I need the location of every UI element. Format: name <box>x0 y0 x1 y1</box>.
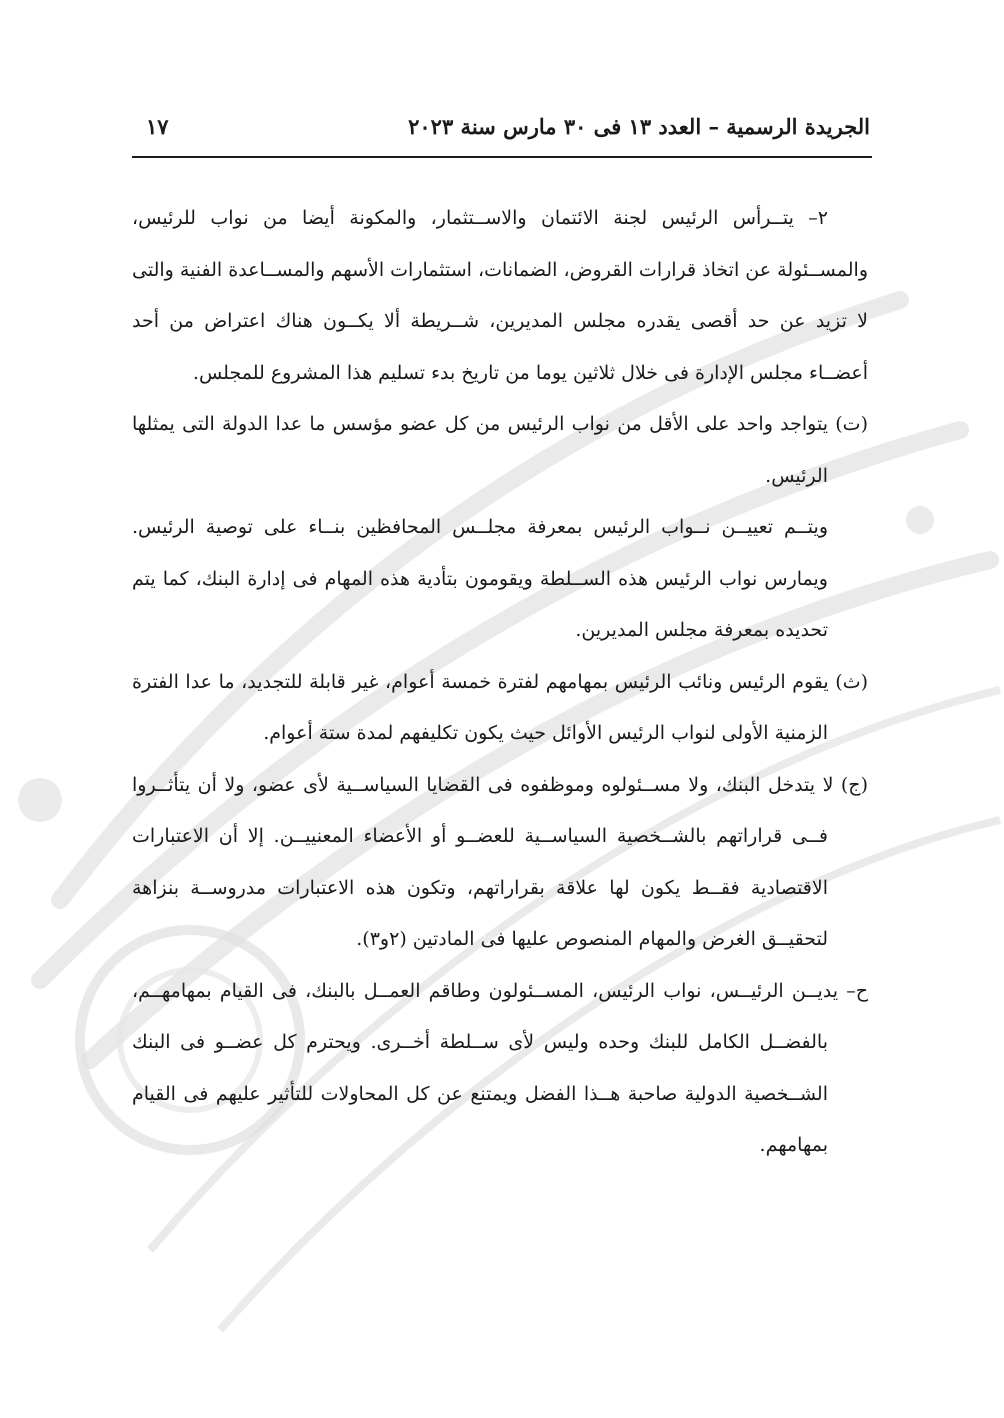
item-h: ح– يديــن الرئيــس، نواب الرئيس، المســئولون وطاقم العمــل بالبنك، فى القيام بمهامهــم، بالفضــل الكامل للبنك وحده وليس لأى ســلطة أخــرى. ويحترم كل عضــو فى البنك الشــخصية الدولية صاحبة هــذا الفضل ويمتنع عن كل المحاولات للتأثير عليهم فى القيام بمهامهم. <box>132 979 868 1156</box>
header-divider <box>132 156 872 158</box>
item-t: (ت) يتواجد واحد على الأقل من نواب الرئيس من كل عضو مؤسس ما عدا الدولة التى يمثلها الرئيس. <box>132 413 868 487</box>
item-j: (ج) لا يتدخل البنك، ولا مســئولوه وموظفوه فى القضايا السياســية لأى عضو، ولا أن يتأثــروا فــى قراراتهم بالشــخصية السياســية للعضــو أو الأعضاء المعنييــن. إلا أن الاعتبارات الاقتصادية فقــط يكون لها علاقة بقراراتهم، وتكون هذه الاعتبارات مدروســة بنزاهة لتحقيــق الغرض والمهام المنصوص عليها فى المادتين (٢و٣). <box>132 773 868 950</box>
page-number: ١٧ <box>146 114 169 139</box>
page-body <box>132 193 868 1172</box>
page-header <box>132 108 872 158</box>
item-th: (ث) يقوم الرئيس ونائب الرئيس بمهامهم لفترة خمسة أعوام، غير قابلة للتجديد، ما عدا الفترة الزمنية الأولى لنواب الرئيس الأوائل حيث يكون تكليفهم لمدة ستة أعوام. <box>132 670 868 744</box>
gazette-title: الجريدة الرسمية – العدد ١٣ فى ٣٠ مارس سنة ٢٠٢٣ <box>408 114 870 139</box>
item-t-continuation: ويتــم تعييــن نــواب الرئيس بمعرفة مجلــس المحافظين بنــاء على توصية الرئيس. ويمارس نواب الرئيس هذه الســلطة ويقومون بتأدية هذه المهام فى إدارة البنك، كما يتم تحديده بمعرفة مجلس المديرين. <box>132 516 828 641</box>
paragraph-2: ٢– يتــرأس الرئيس لجنة الائتمان والاســتثمار، والمكونة أيضا من نواب للرئيس، والمســئولة عن اتخاذ قرارات القروض، الضمانات، استثمارات الأسهم والمســاعدة الفنية والتى لا تزيد عن حد أقصى يقدره مجلس المديرين، شــريطة ألا يكــون هناك اعتراض من أحد أعضــاء مجلس الإدارة فى خلال ثلاثين يوما من تاريخ بدء تسليم هذا المشروع للمجلس. <box>132 207 868 384</box>
